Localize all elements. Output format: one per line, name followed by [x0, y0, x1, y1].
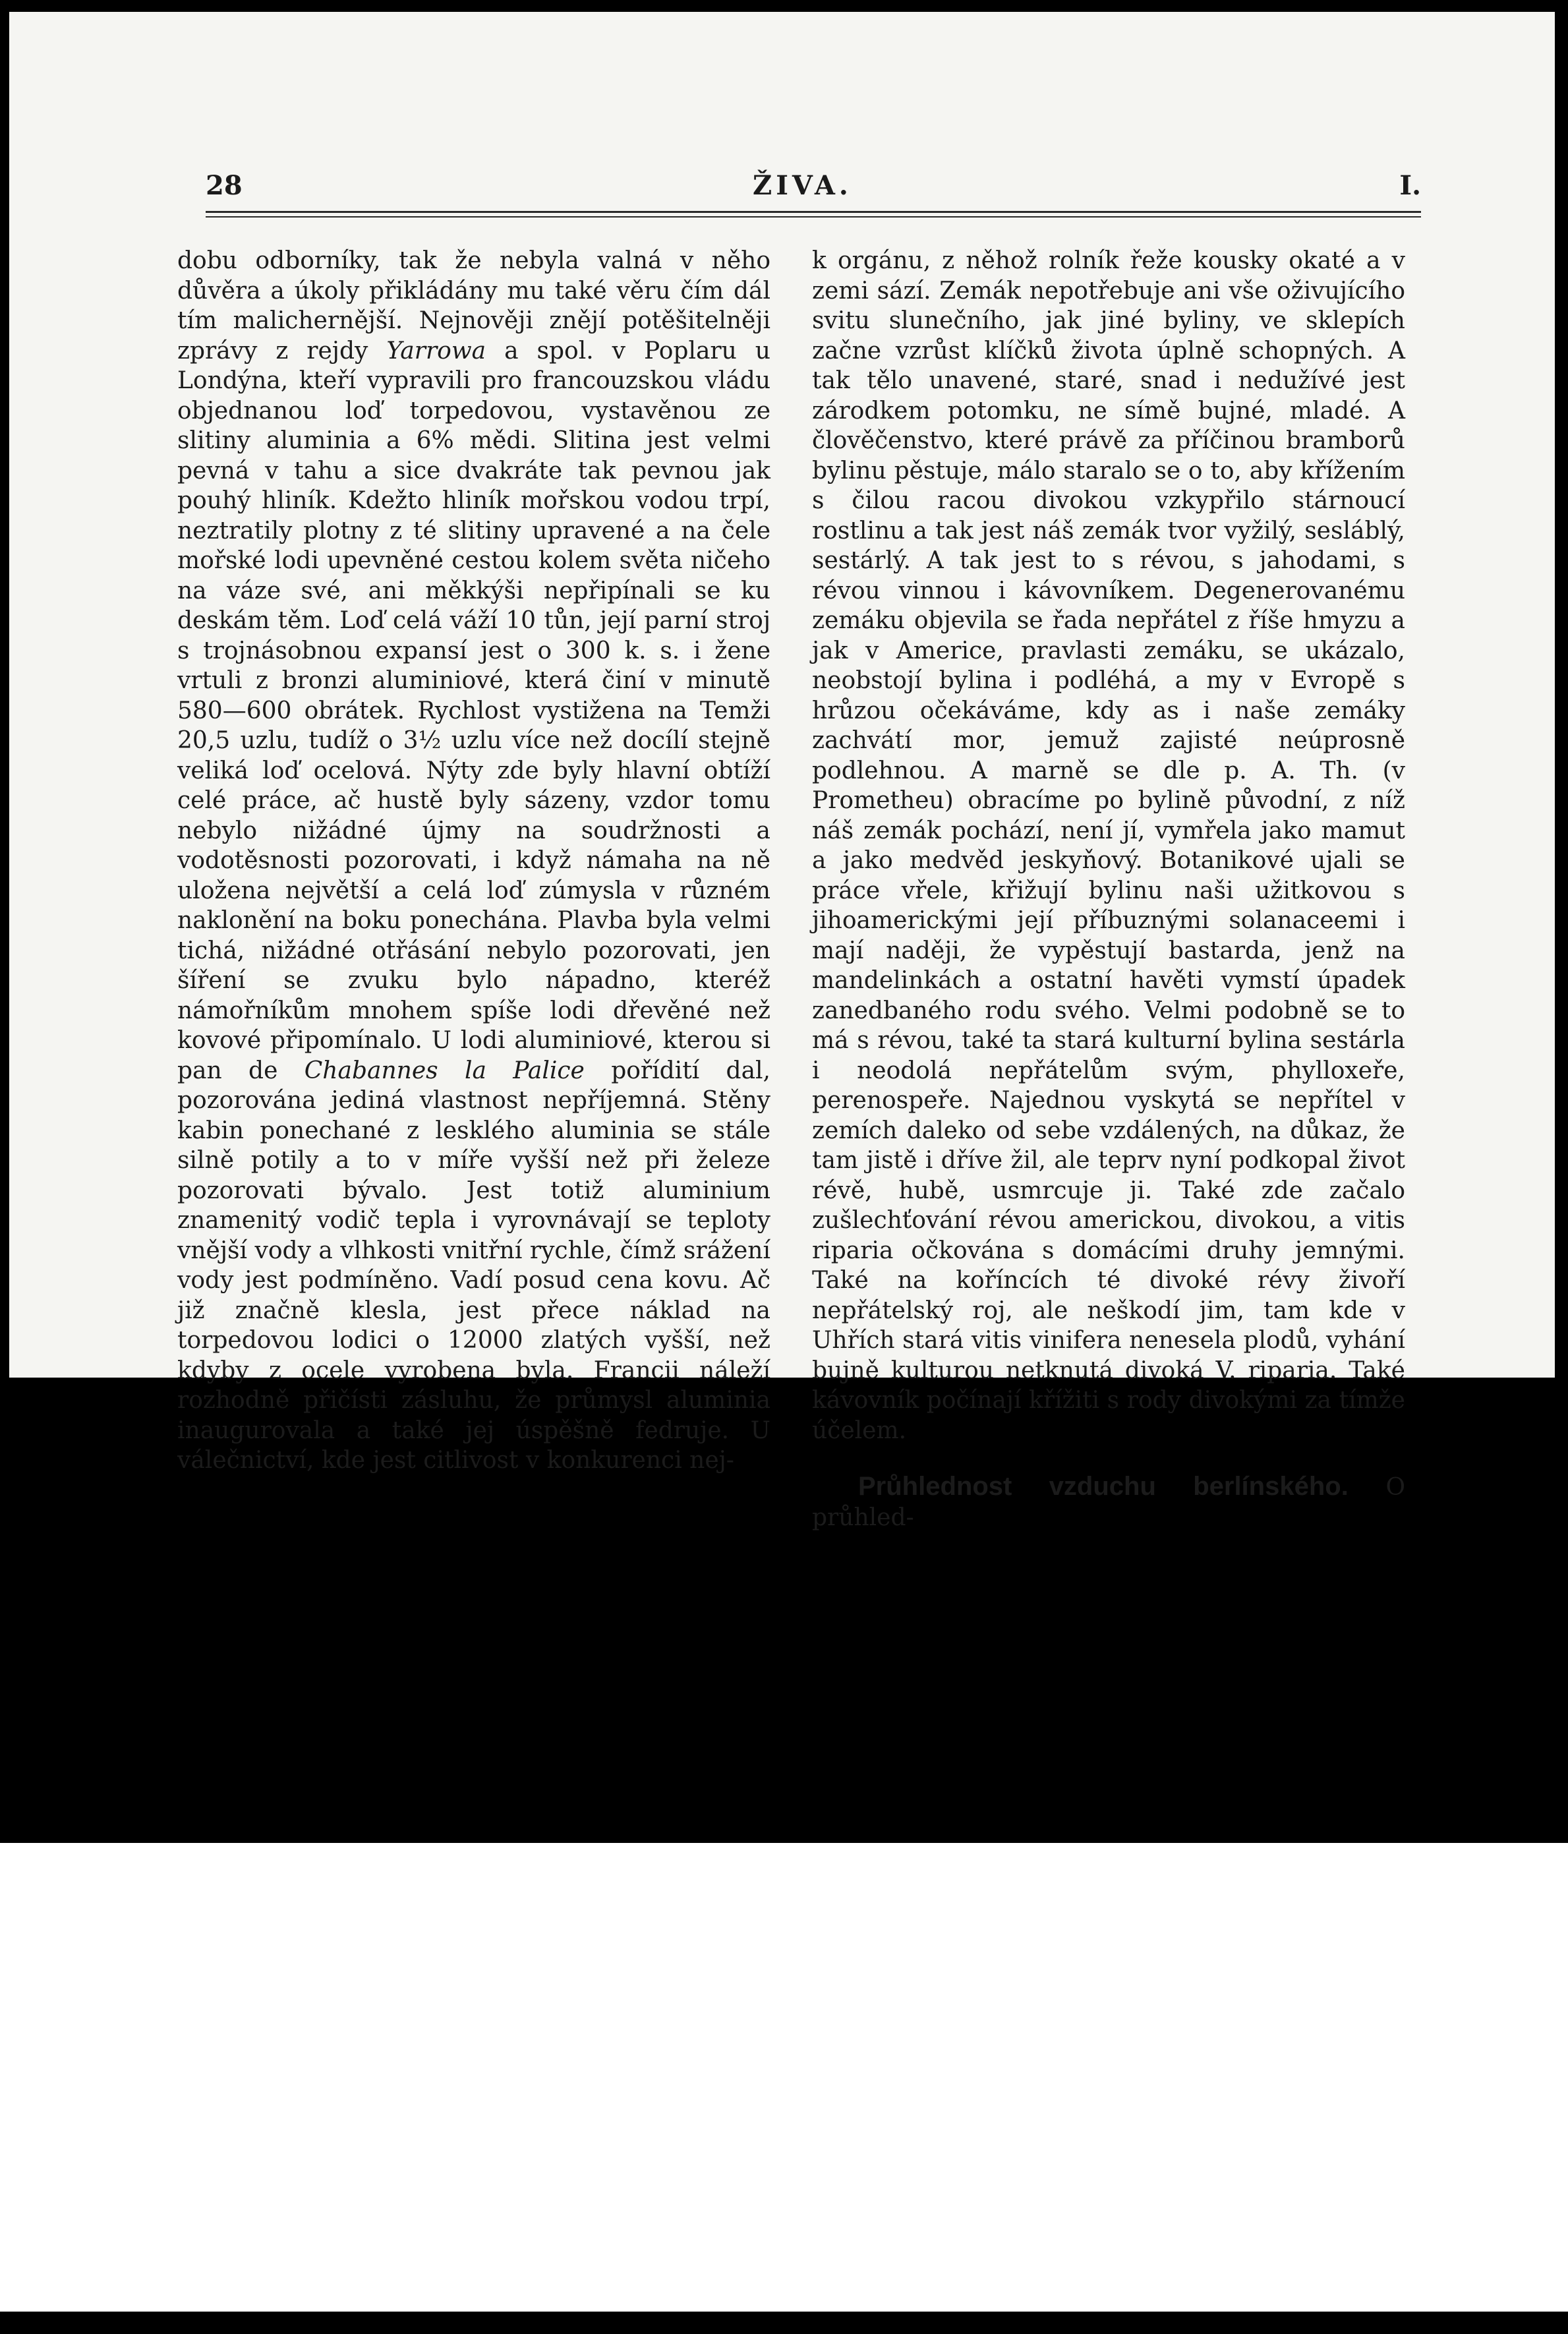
- issue-number: I.: [1399, 170, 1421, 201]
- left-column-paragraph: [177, 246, 770, 1476]
- left-column: [177, 246, 770, 1474]
- section-heading-tail: O průhled-: [812, 1474, 1405, 1531]
- header-rule: [206, 216, 1421, 218]
- name-yarrow: Yarrowa: [386, 337, 486, 365]
- left-text-3: pořídití dal, pozorována jediná vlastnost nepříjemná. Stěny kabin ponechané z lesklého aluminia se stále silně potily a to v míře vyšší než při železe pozorovati bývalo. Jest totiž aluminium znamenitý vodič tepla i vyrovnávají se teploty vnější vody a vlhkosti vnitřní rychle, čímž srážení vody jest podmíněno. Vadí posud cena kovu. Ač již značně klesla, jest přece náklad na torpedovou lodici o 12000 zlatých vyšší, než kdyby z ocele vyrobena byla. Francii náleží rozhodně přičísti zásluhu, že průmysl aluminia inaugurovala a také jej úspěšně fedruje. U válečnictví, kde jest citlivost v konkurenci nej-: [177, 1057, 770, 1474]
- right-column-paragraph: k orgánu, z něhož rolník řeže kousky okaté a v zemi sází. Zemák nepotřebuje ani vše oživujícího svitu slunečního, jak jiné byliny, ve sklepích začne vzrůst klíčků života úplně schopných. A tak tělo unavené, staré, snad i nedužívé jest zárodkem potomku, ne símě bujné, mladé. A člověčenstvo, které právě za příčinou bramborů bylinu pěstuje, málo staralo se o to, aby křížením s čilou racou divokou vzkypřilo stárnoucí rostlinu a tak jest náš zemák tvor vyžilý, sesláblý, sestárlý. A tak jest to s révou, s jahodami, s révou vinnou i kávovníkem. Degenerovanému zemáku objevila se řada nepřátel z říše hmyzu a jak v Americe, pravlasti zemáku, se ukázalo, neobstojí bylina i podléhá, a my v Evropě s hrůzou očekáváme, kdy as i naše zemáky zachvátí mor, jemuž zajisté neúprosně podlehnou. A marně se dle p. A. Th. (v Prometheu) obracíme po bylině původní, z níž náš zemák pochází, není jí, vymřela jako mamut a jako medvěd jeskyňový. Botanikové ujali se práce vřele, křižují bylinu naši užitkovou s jihoamerickými její příbuznými solanaceemi i mají naději, že vypěstují bastarda, jenž na mandelinkách a ostatní havěti vymstí úpadek zanedbaného rodu svého. Velmi podobně se to má s révou, také ta stará kulturní bylina sestárla i neodolá nepřátelům svým, phylloxeře, perenospeře. Najednou vyskytá se nepřítel v zemích daleko od sebe vzdálených, na důkaz, že tam jistě i dříve žil, ale teprv nyní podkopal život révě, hubě, usmrcuje ji. Také zde začalo zušlechťování révou americkou, divokou, a vitis riparia očkována s domácími druhy jemnými. Také na koříncích té divoké révy živoří nepřátelský roj, ale neškodí jim, tam kde v Uhřích stará vitis vinifera nenesela plodů, vyhání bujně kulturou netknutá divoká V. riparia. Také kávovník počínají křížiti s rody divokými za tímže účelem.: [812, 247, 1405, 1444]
- right-column: [812, 246, 1405, 1531]
- left-text-2: a spol. v Poplaru u Londýna, kteří vypravili pro francouzskou vládu objednanou loď torpedovou, vystavěnou ze slitiny aluminia a 6% mědi. Slitina jest velmi pevná v tahu a sice dvakráte tak pevnou jak pouhý hliník. Kdežto hliník mořskou vodou trpí, neztratily plotny z té slitiny upravené a na čele mořské lodi upevněné cestou kolem světa ničeho na váze své, ani měkkýši nepřipínali se ku deskám těm. Loď celá váží 10 tůn, její parní stroj s trojnásobnou expansí jest o 300 k. s. i žene vrtuli z bronzi aluminiové, která činí v minutě 580—600 obrátek. Rychlost vystižena na Temži 20,5 uzlu, tudíž o 3½ uzlu více než docílí stejně veliká loď ocelová. Nýty zde byly hlavní obtíží celé práce, ač hustě byly sázeny, vzdor tomu nebylo nižádné újmy na soudržnosti a vodotěsnosti pozorovati, i když námaha na ně uložena největší a celá loď zúmysla v různém naklonění na boku ponechána. Plavba byla velmi tichá, nižádné otřásání nebylo pozorovati, jen šíření se zvuku bylo nápadno, kteréž námořníkům mnohem spíše lodi dřevěné než kovové připomínalo. U lodi aluminiové, kterou si pan de: [177, 337, 770, 1084]
- section-paragraph: [812, 1472, 1405, 1532]
- left-text-1: dobu odborníky, tak že nebyla valná v něho důvěra a úkoly přikládány mu také věru čím dál tím malichernější. Nejnověji znějí potěšitelněji zprávy z rejdy: [177, 247, 770, 365]
- section-heading: Průhlednost vzduchu berlínského.: [858, 1472, 1349, 1501]
- running-title: ŽIVA.: [753, 170, 852, 201]
- page-number: 28: [206, 170, 243, 201]
- page-header: [206, 165, 1421, 213]
- name-chabannes: Chabannes la Palice: [304, 1057, 585, 1084]
- bottom-bar: [0, 2312, 1568, 2334]
- scanned-page: [9, 12, 1555, 1531]
